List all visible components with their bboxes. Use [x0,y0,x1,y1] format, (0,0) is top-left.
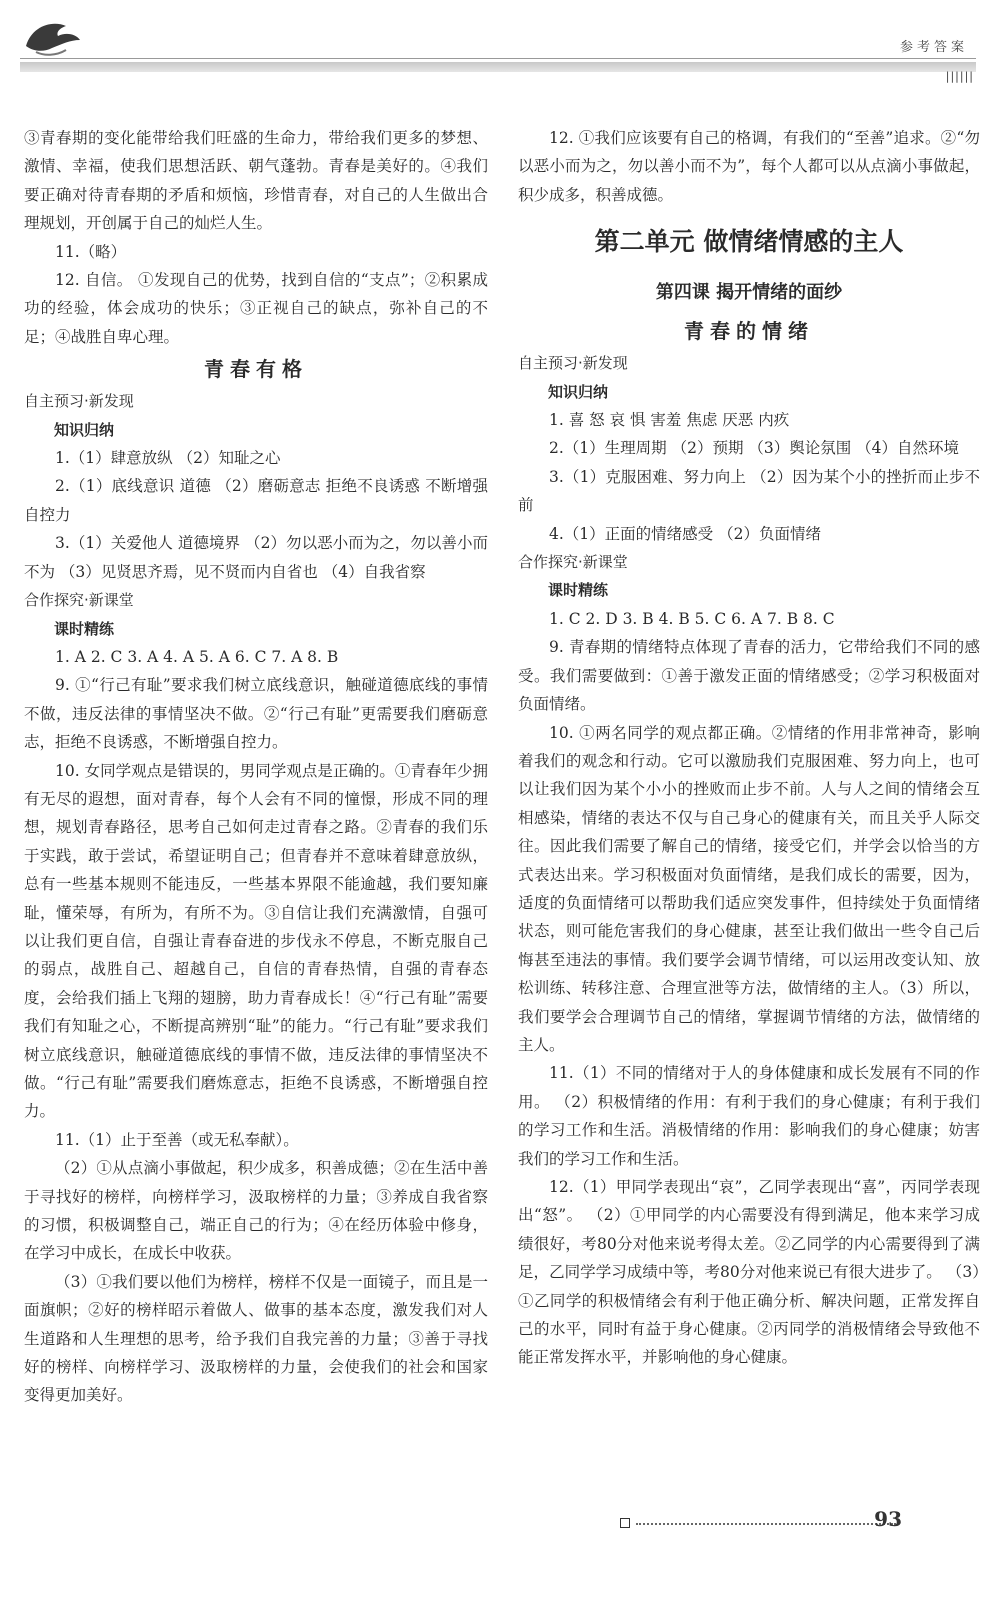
answer-item: 3.（1）关爱他人 道德境界 （2）勿以恶小而为之，勿以善小而不为 （3）见贤思齐焉，见不贤而内自省也 （4）自我省察 [24,534,488,581]
section-title: 青春有格 [204,357,308,382]
subsection-heading: 自主预习·新发现 [24,392,134,411]
answer-item: 10. 女同学观点是错误的，男同学观点是正确的。①青春年少拥有无尽的遐想，面对青春，每个人会有不同的憧憬，形成不同的理想，规划青春路径，思考自己如何走过青春之路。②青春的我们乐于实践，敢于尝试，希望证明自己；但青春并不意味着肆意放纵，总有一些基本规则不能违反，一些基本界限不能逾越，我们要知廉耻，懂荣辱，有所为，有所不为。③自信让我们充满激情，自强可以让我们更自信，自强让青春奋进的步伐永不停息，不断克服自己的弱点，战胜自己、超越自己，自信的青春热情，自强的青春态度，会给我们插上飞翔的翅膀，助力青春成长！④“行己有耻”需要我们有知耻之心，不断提高辨别“耻”的能力。“行己有耻”要求我们树立底线意识，触碰道德底线的事情不做，违反法律的事情坚决不做。“行己有耻”需要我们磨炼意志，拒绝不良诱惑，不断增强自控力。 [24,761,488,1121]
page-header [0,0,996,82]
footer-square-icon [620,1518,630,1528]
unit-title: 第二单元 做情绪情感的主人 [594,227,904,257]
header-band [20,62,976,72]
lesson-title: 第四课 揭开情绪的面纱 [655,282,843,304]
answer-item: 1. C 2. D 3. B 4. B 5. C 6. A 7. B 8. C [549,609,835,628]
footer-dotted-rule [636,1523,896,1525]
answer-item: 4.（1）正面的情绪感受 （2）负面情绪 [549,524,821,543]
answer-item: 9. ①“行己有耻”要求我们树立底线意识，触碰道德底线的事情不做，违反法律的事情坚决不做。②“行己有耻”更需要我们磨砺意志，拒绝不良诱惑，不断增强自控力。 [24,676,488,752]
answer-item: （2）①从点滴小事做起，积少成多，积善成德；②在生活中善于寻找好的榜样，向榜样学习，汲取榜样的力量；③养成自我省察的习惯，积极调整自己，端正自己的行为；④在经历体验中修身，在学习中成长，在成长中收获。 [24,1159,488,1263]
answer-item: 9. 青春期的情绪特点体现了青春的活力，它带给我们不同的感受。我们需要做到：①善于激发正面的情绪感受；②学习积极面对负面情绪。 [518,638,980,714]
subsection-label: 知识归纳 [548,382,609,401]
answer-item: 11.（1）止于至善（或无私奉献）。 [55,1130,299,1149]
answer-item: 1.（1）肆意放纵 （2）知耻之心 [55,449,281,468]
paragraph: ③青春期的变化能带给我们旺盛的生命力，带给我们更多的梦想、激情、幸福，使我们思想活跃、朝气蓬勃。青春是美好的。④我们要正确对待青春期的矛盾和烦恼，珍惜青春，对自己的人生做出合理规划，开创属于自己的灿烂人生。 [24,129,488,233]
bird-logo-icon [22,16,82,60]
answer-item: （3）①我们要以他们为榜样，榜样不仅是一面镜子，而且是一面旗帜；②好的榜样昭示着做人、做事的基本态度，激发我们对人生道路和人生理想的思考，给予我们自我完善的力量；③善于寻找好的榜样、向榜样学习、汲取榜样的力量，会使我们的社会和国家变得更加美好。 [24,1272,488,1405]
answer-item: 2.（1）生理周期 （2）预期 （3）舆论氛围 （4）自然环境 [549,439,960,458]
header-label: 参考答案 [899,40,968,55]
answer-item: 11.（1）不同的情绪对于人的身体健康和成长发展有不同的作用。 （2）积极情绪的作用：有利于我们的身心健康；有利于我们的学习工作和生活。消极情绪的作用：影响我们的身心健康；妨害我们的学习工作和生活。 [518,1064,980,1168]
page-footer [620,1507,920,1533]
subsection-label: 知识归纳 [54,420,115,439]
header-rule [20,58,976,59]
answer-item: 3.（1）克服困难、努力向上 （2）因为某个小的挫折而止步不前 [518,467,980,515]
paragraph: 12. 自信。 ①发现自己的优势，找到自信的“支点”；②积累成功的经验，体会成功的快乐；③正视自己的缺点，弥补自己的不足；④战胜自卑心理。 [24,271,488,346]
subsection-label: 课时精练 [548,581,609,600]
answer-item: 12.（1）甲同学表现出“哀”，乙同学表现出“喜”，丙同学表现出“怒”。 （2）①甲同学的内心需要没有得到满足，他本来学习成绩很好，考80分对他来说考得太差。②乙同学的内心需要得到了满足，乙同学学习成绩中等，考80分对他来说已有很大进步了。 （3）①乙同学的积极情绪会有利于他正确分析、解决问题，正常发挥自己的水平，同时有益于身心健康。②丙同学的消极情绪会导致他不能正常发挥水平，并影响他的身心健康。 [518,1178,980,1367]
answer-item: 10. ①两名同学的观点都正确。②情绪的作用非常神奇，影响着我们的观念和行动。它可以激励我们克服困难、努力向上，也可以让我们因为某个小小的挫败而止步不前。人与人之间的情绪会互相感染，情绪的表达不仅与自己身心的健康有关，而且关乎人际交往。因此我们需要了解自己的情绪，接受它们，并学会以恰当的方式表达出来。学习积极面对负面情绪，是我们成长的需要，因为，适度的负面情绪可以帮助我们适应突发事件，但持续处于负面情绪状态，则可能危害我们的身心健康，甚至让我们做出一些令自己后悔甚至违法的事情。我们要学会调节情绪，可以运用改变认知、放松训练、转移注意、合理宣泄等方法，做情绪的主人。（3）所以，我们要学会合理调节自己的情绪，掌握调节情绪的方法，做情绪的主人。 [518,723,980,1054]
subsection-heading: 合作探究·新课堂 [518,553,628,572]
subsection-heading: 合作探究·新课堂 [24,591,134,610]
subsection-heading: 自主预习·新发现 [518,354,628,373]
answer-item: 2.（1）底线意识 道德 （2）磨砺意志 拒绝不良诱惑 不断增强自控力 [24,477,488,524]
answer-item: 1. 喜 怒 哀 惧 害羞 焦虑 厌恶 内疚 [549,411,790,430]
header-ticks: |||||| [945,70,974,83]
subsection-label: 课时精练 [54,619,115,638]
page-number: 93 [874,1507,902,1531]
section-title: 青春的情绪 [684,319,814,344]
right-column [518,124,980,1372]
paragraph: 11.（略） [55,242,127,261]
left-column [24,124,488,1410]
answer-item: 1. A 2. C 3. A 4. A 5. A 6. C 7. A 8. B [55,647,339,666]
answer-item: 12. ①我们应该要有自己的格调，有我们的“至善”追求。②“勿以恶小而为之，勿以善小而不为”，每个人都可以从点滴小事做起，积少成多，积善成德。 [518,129,980,204]
